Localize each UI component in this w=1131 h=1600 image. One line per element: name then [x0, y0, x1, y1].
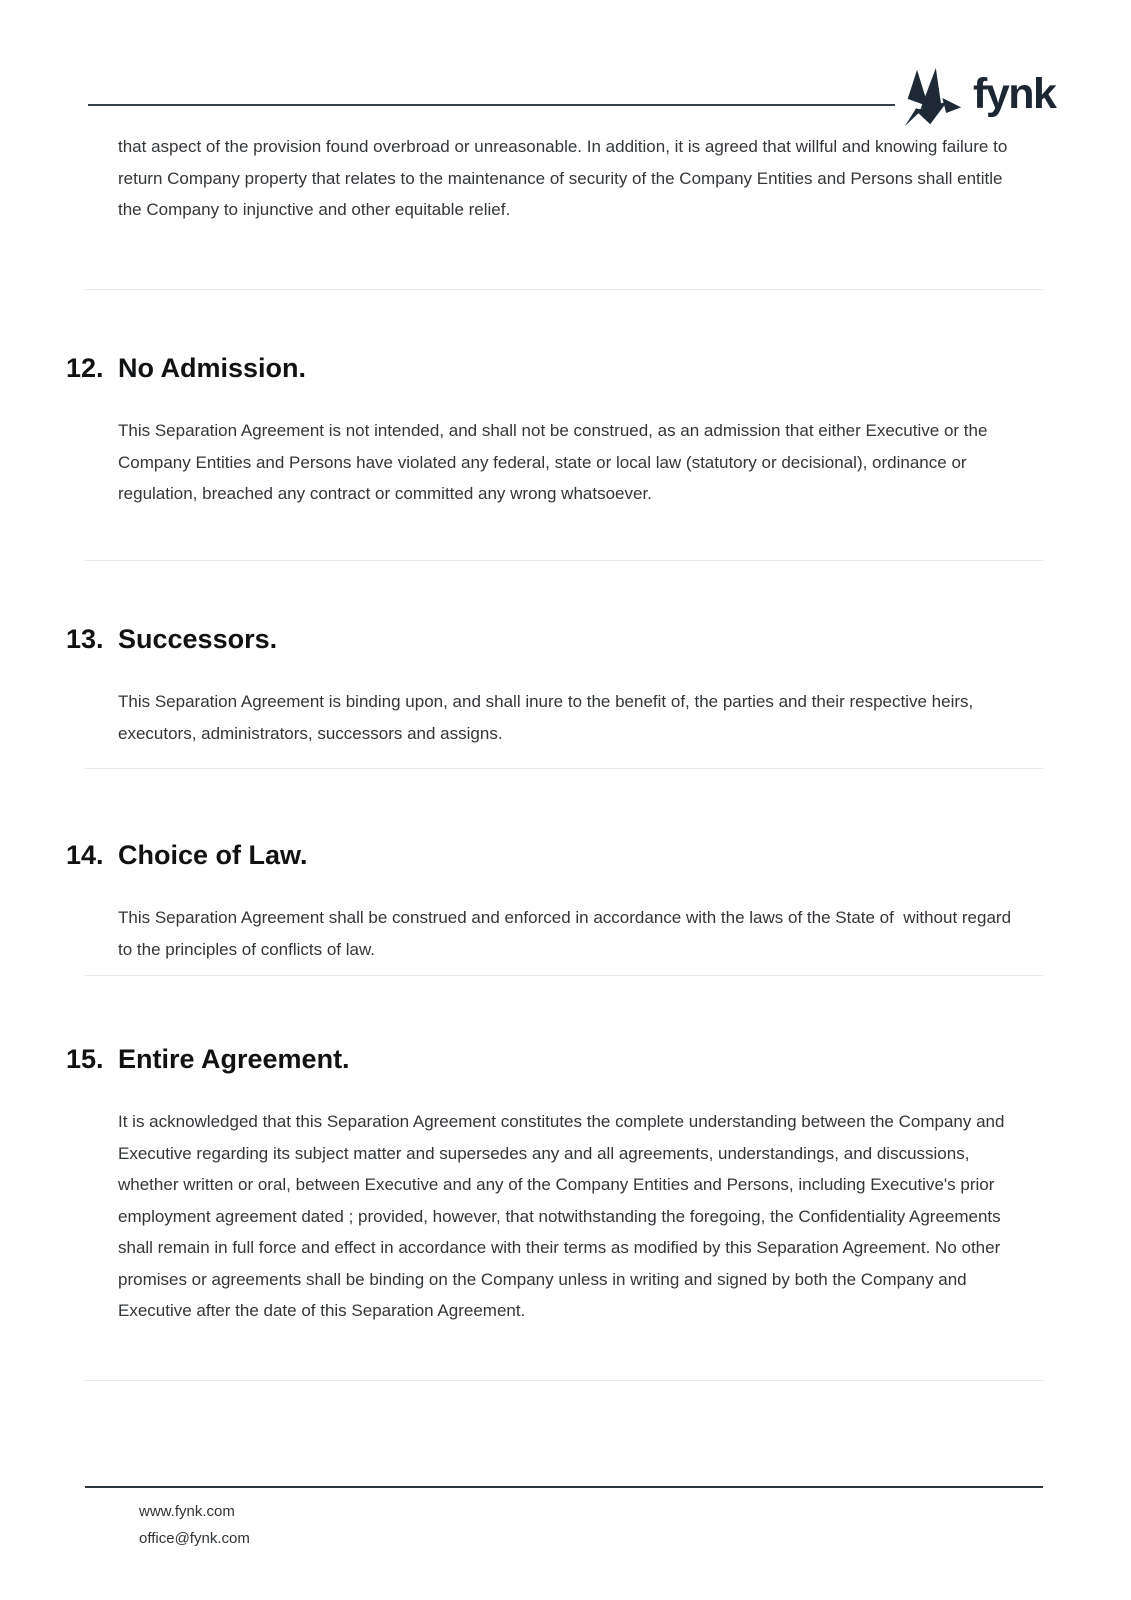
section-15-title: Entire Agreement. — [118, 1044, 350, 1074]
section-15-heading — [66, 1042, 1026, 1076]
section-12-number: 12. — [66, 353, 104, 383]
origami-bird-icon — [903, 64, 963, 130]
footer — [139, 1498, 250, 1552]
section-13-number: 13. — [66, 624, 104, 654]
section-13-heading — [66, 622, 1026, 656]
intro-paragraph: that aspect of the provision found overbroad or unreasonable. In addition, it is agreed that willful and knowing failure to return Company property that relates to the maintenance of security of the Company Entities and Persons shall entitle the Company to injunctive and other equitable relief. — [118, 137, 1013, 219]
footer-rule-line — [85, 1486, 1043, 1488]
section-divider — [85, 1380, 1043, 1381]
section-14-number: 14. — [66, 840, 104, 870]
section-divider — [85, 768, 1043, 769]
section-12-body: This Separation Agreement is not intended, and shall not be construed, as an admission that either Executive or the Company Entities and Persons have violated any federal, state or local law (statutory or decisional), ordinance or regulation, breached any contract or committed any wrong whatsoever. — [118, 421, 993, 503]
section-12-title: No Admission. — [118, 353, 307, 383]
fynk-wordmark: fynk — [973, 69, 1056, 118]
footer-website: www.fynk.com — [139, 1503, 235, 1520]
section-14-title: Choice of Law. — [118, 840, 308, 870]
section-12-heading — [66, 351, 1026, 385]
section-divider — [85, 289, 1043, 290]
section-13-body: This Separation Agreement is binding upon, and shall inure to the benefit of, the parties and their respective heirs, executors, administrators, successors and assigns. — [118, 692, 978, 743]
section-divider — [85, 560, 1043, 561]
section-15-number: 15. — [66, 1044, 104, 1074]
section-divider — [85, 975, 1043, 976]
section-13-title: Successors. — [118, 624, 278, 654]
header-rule-line — [88, 104, 895, 106]
section-14-body: This Separation Agreement shall be construed and enforced in accordance with the laws of the State of without regard to the principles of conflicts of law. — [118, 908, 1016, 959]
section-15-body: It is acknowledged that this Separation Agreement constitutes the complete understanding between the Company and Executive regarding its subject matter and supersedes any and all agreements, understandings, and discussions, whether written or oral, between Executive and any of the Company Entities and Persons, including Executive's prior employment agreement dated ; provided, however, that notwithstanding the foregoing, the Confidentiality Agreements shall remain in full force and effect in accordance with their terms as modified by this Separation Agreement. No other promises or agreements shall be binding on the Company unless in writing and signed by both the Company and Executive after the date of this Separation Agreement. — [118, 1112, 1010, 1320]
section-14-heading — [66, 838, 1026, 872]
fynk-logo — [903, 64, 1055, 130]
footer-email: office@fynk.com — [139, 1530, 250, 1547]
